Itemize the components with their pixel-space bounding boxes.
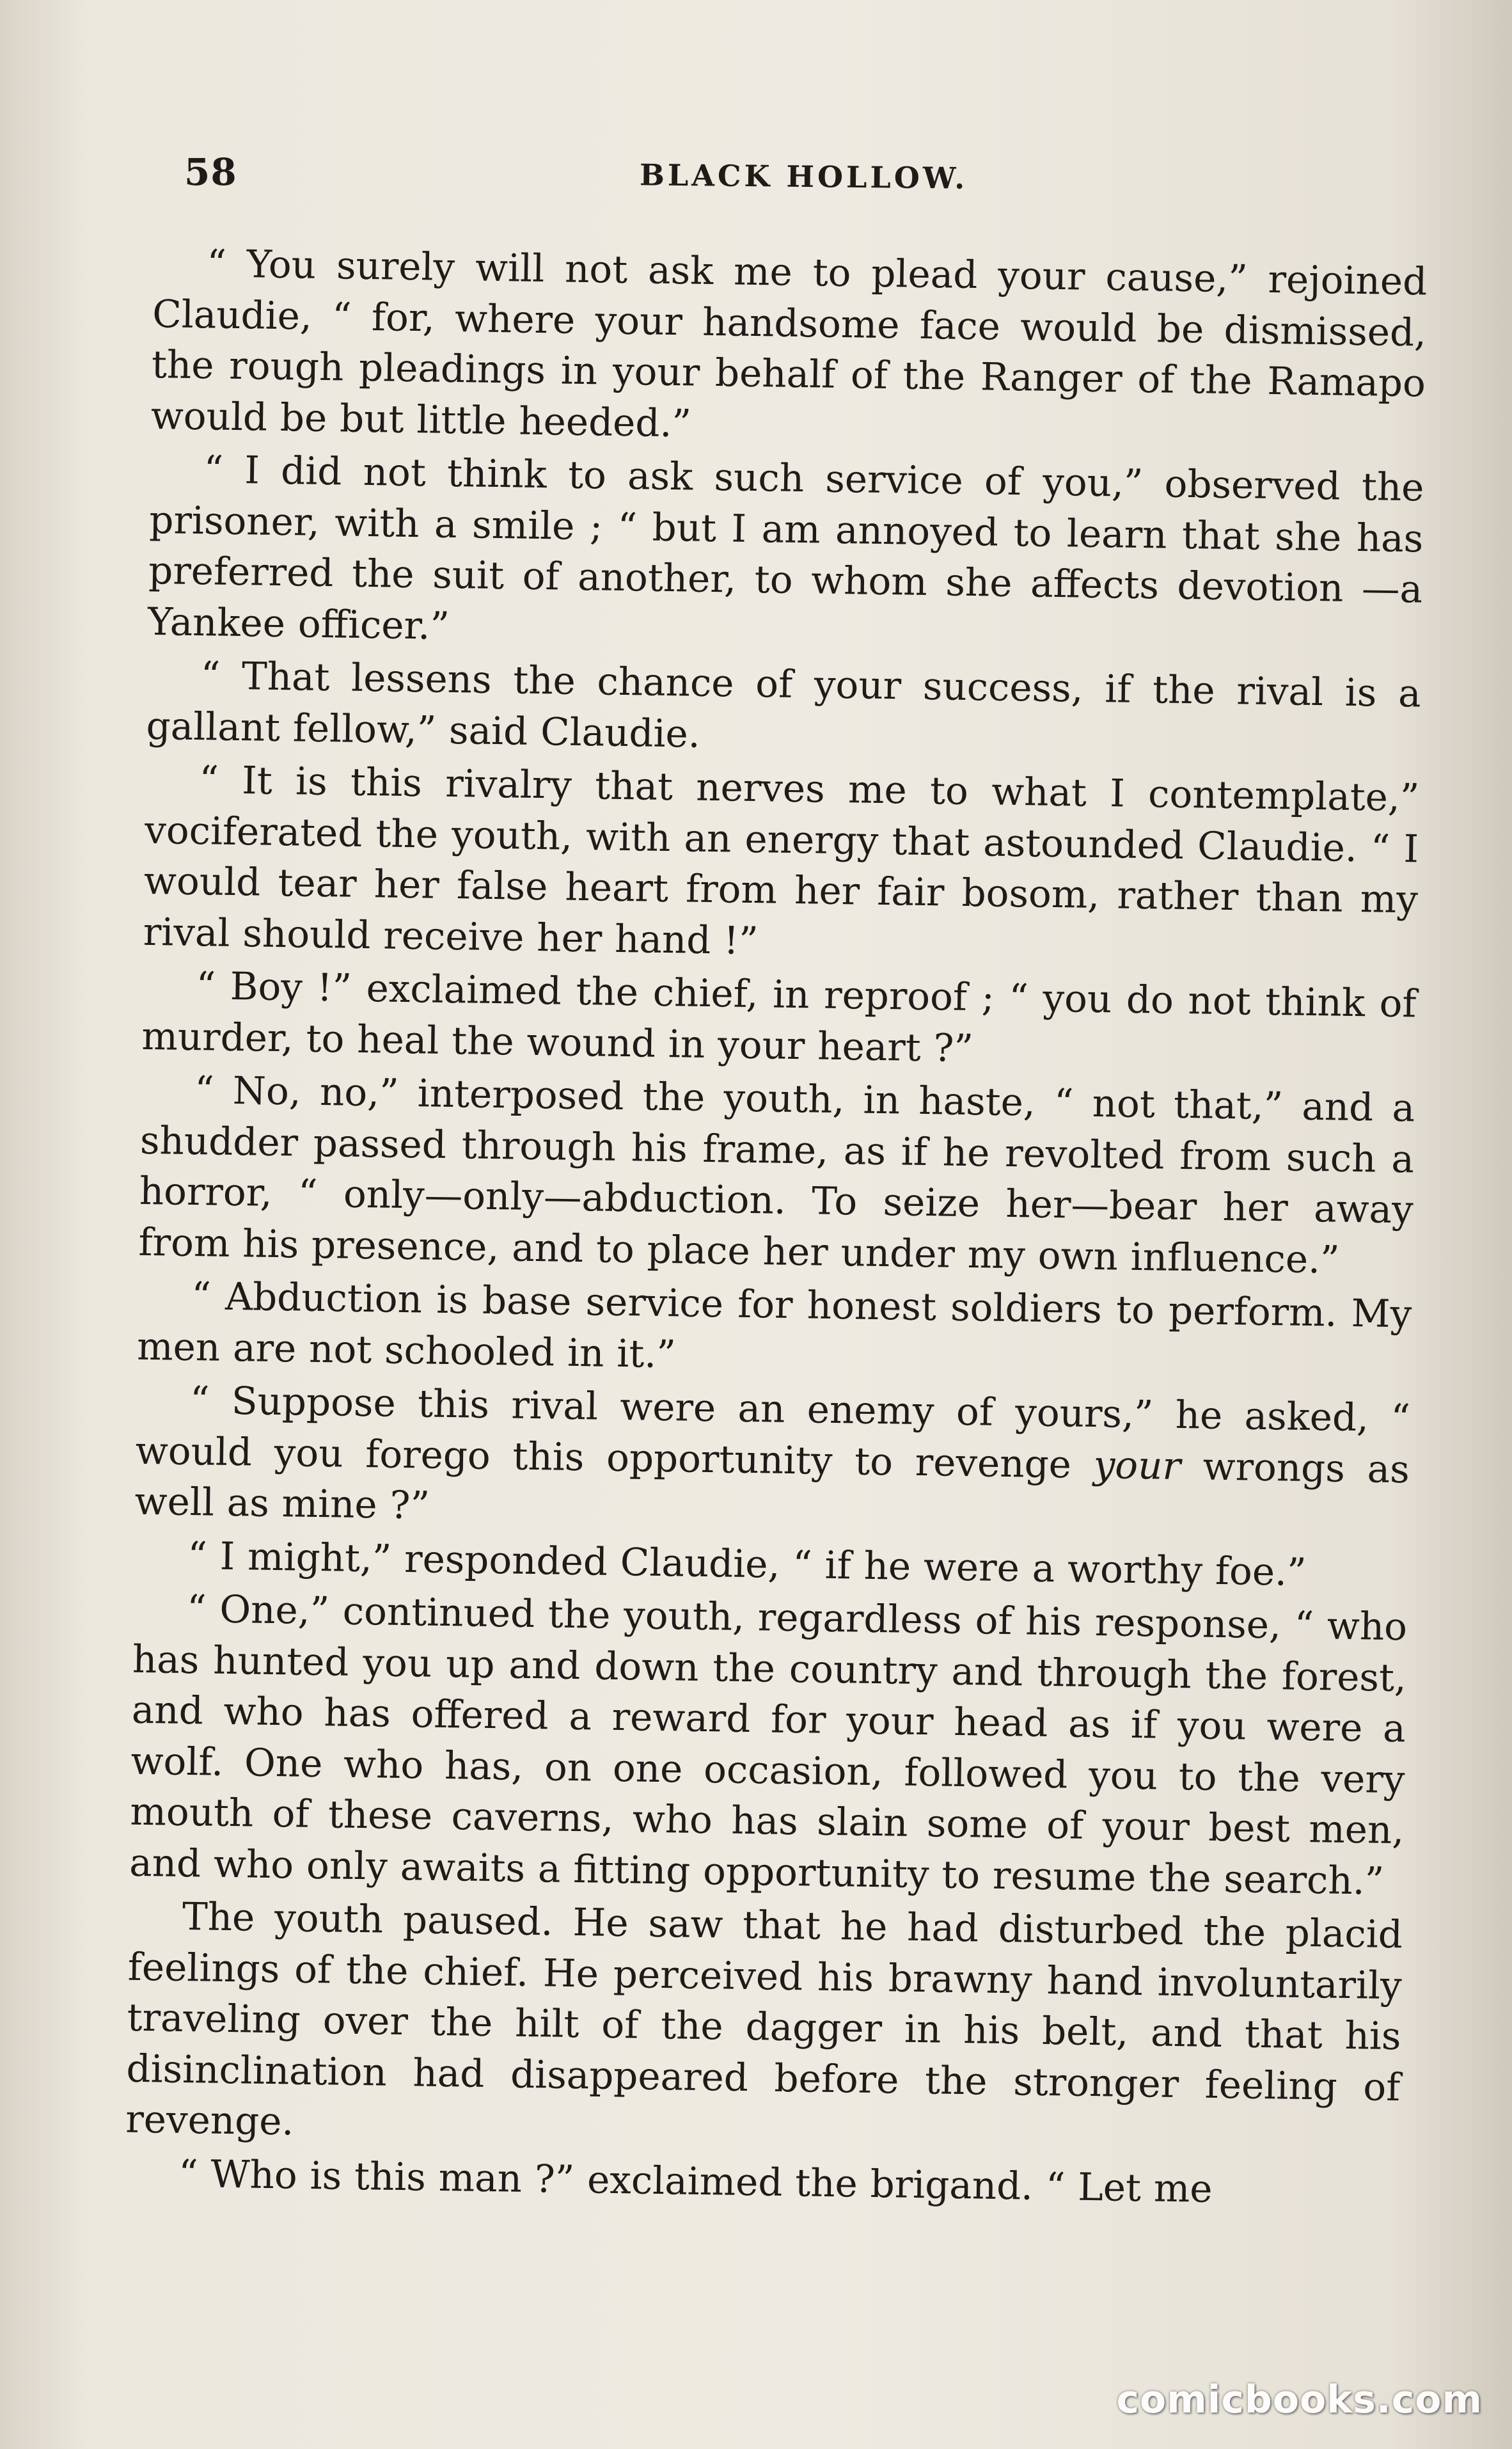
paragraph: “ That lessens the chance of your success, if the rival is a gallant fellow,” said Claudie.	[146, 654, 1422, 757]
paragraph: “ Abduction is base service for honest soldiers to perform. My men are not schooled in it.”	[136, 1274, 1412, 1377]
paragraph-text: “ Suppose this rival were an enemy of yours,” he asked, “ would you forego this opportunity to revenge	[135, 1379, 1411, 1487]
emphasized-word: your	[1093, 1443, 1181, 1489]
paragraph: “ One,” continued the youth, regardless of his response, “ who has hunted you up and down the country and through the forest, and who has offered a reward for your head as if you were a wolf. One who has, on one occasion, followed you to the very mouth of these caverns, who has slain some of your best men, and who only awaits a fitting opportunity to resume the search.”	[129, 1587, 1408, 1904]
watermark: comicbooks.com	[1116, 2377, 1483, 2422]
paragraph: “ Who is this man ?” exclaimed the brigand. “ Let me	[178, 2152, 1213, 2212]
paragraph: “ I did not think to ask such service of you,” observed the prisoner, with a smile ; “ but I am annoyed to learn that she has preferred the suit of another, to whom she affects devotion —a Yankee officer.”	[147, 448, 1424, 649]
paragraph: “ No, no,” interposed the youth, in haste, “ not that,” and a shudder passed through his frame, as if he revolted from such a horror, “ only—only—abduction. To seize her—bear her away from his presence, and to place her under my own influence.”	[138, 1068, 1415, 1283]
paragraph: “ You surely will not ask me to plead your cause,” rejoined Claudie, “ for, where your handsome face would be dismissed, the rough pleadings in your behalf of the Ranger of the Ramapo would be but little heeded.”	[150, 242, 1428, 447]
paragraph: “ It is this rivalry that nerves me to what I contemplate,” vociferated the youth, with an energy that astounded Claudie. “ I would tear her false heart from her fair bosom, rather than my rival should receive her hand !”	[143, 758, 1420, 963]
paragraph: “ Boy !” exclaimed the chief, in reproof ; “ you do not think of murder, to heal the wound in your heart ?”	[141, 964, 1417, 1071]
page-number: 58	[184, 150, 237, 194]
running-title: BLACK HOLLOW.	[639, 157, 968, 196]
paragraph: The youth paused. He saw that he had disturbed the placid feelings of the chief. He perceived his brawny hand involuntarily traveling over the hilt of the dagger in his belt, and that his disinclination had disappeared before the stronger feeling of revenge.	[125, 1894, 1403, 2144]
paragraph-text: wrongs as well as mine ?”	[134, 1444, 1410, 1528]
page-header	[179, 138, 1414, 208]
paragraph: “ I might,” responded Claudie, “ if he were a worthy foe.”	[187, 1534, 1307, 1595]
body-text	[124, 238, 1427, 2220]
paragraph	[134, 1375, 1410, 1546]
